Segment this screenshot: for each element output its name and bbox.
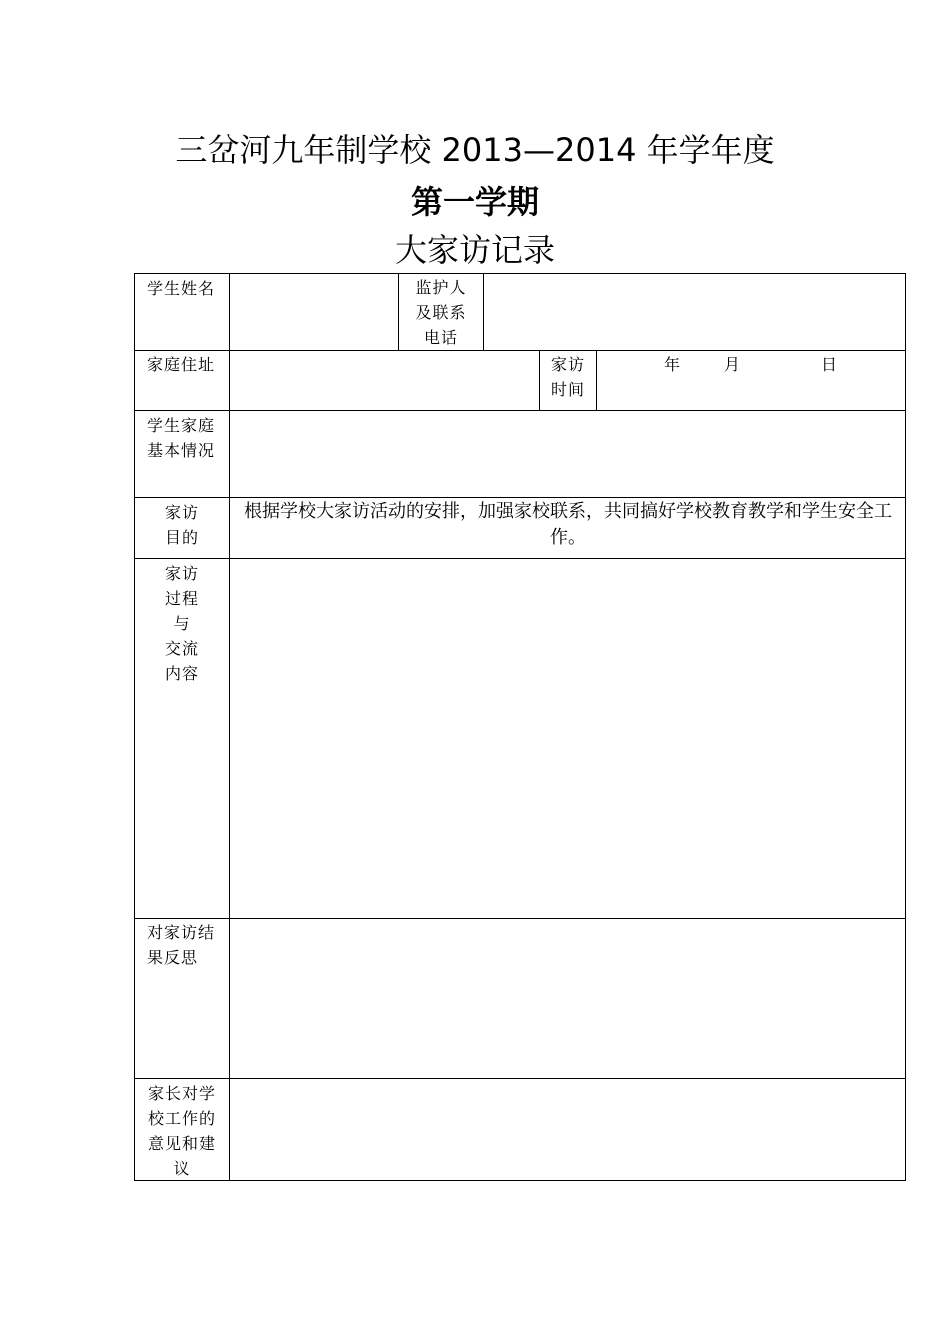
guardian-contact-field[interactable] xyxy=(485,275,904,349)
student-name-field[interactable] xyxy=(231,275,397,349)
parent-opinion-label: 家长对学 校工作的 意见和建 议 xyxy=(147,1084,216,1178)
column-divider xyxy=(483,273,484,350)
column-divider xyxy=(398,273,399,350)
visit-purpose-label: 家访 目的 xyxy=(164,503,199,547)
reflection-field[interactable] xyxy=(231,920,904,1077)
visit-purpose-text: 根据学校大家访活动的安排，加强家校联系，共同搞好学校教育教学和学生安全工作。 xyxy=(244,501,892,548)
row-divider xyxy=(134,558,906,559)
date-month-label: 月 xyxy=(724,355,741,374)
guardian-contact-label: 监护人 及联系 电话 xyxy=(415,278,467,347)
home-address-label: 家庭住址 xyxy=(147,355,216,374)
row-divider xyxy=(134,918,906,919)
parent-opinion-field[interactable] xyxy=(231,1080,904,1179)
page-title-line3: 大家访记录 xyxy=(394,231,555,269)
row-divider xyxy=(134,350,906,351)
column-divider xyxy=(229,273,230,1181)
reflection-label: 对家访结 果反思 xyxy=(147,923,216,967)
student-name-label: 学生姓名 xyxy=(147,279,216,298)
family-info-field[interactable] xyxy=(231,412,904,496)
row-divider xyxy=(134,497,906,498)
row-divider xyxy=(134,410,906,411)
home-address-field[interactable] xyxy=(231,352,538,409)
visit-process-label: 家访 过程 与 交流 内容 xyxy=(164,564,199,683)
row-divider xyxy=(134,1078,906,1079)
visit-process-field[interactable] xyxy=(231,560,904,917)
visit-date-field[interactable] xyxy=(598,380,904,409)
column-divider xyxy=(596,350,597,410)
visit-time-label: 家访 时间 xyxy=(550,355,585,399)
page-title-line2: 第一学期 xyxy=(410,183,539,221)
date-day-label: 日 xyxy=(821,355,838,374)
family-info-label: 学生家庭 基本情况 xyxy=(147,416,216,460)
page-title-line1: 三岔河九年制学校 2013—2014 年学年度 xyxy=(175,131,775,169)
date-year-label: 年 xyxy=(664,355,681,374)
column-divider xyxy=(539,350,540,410)
